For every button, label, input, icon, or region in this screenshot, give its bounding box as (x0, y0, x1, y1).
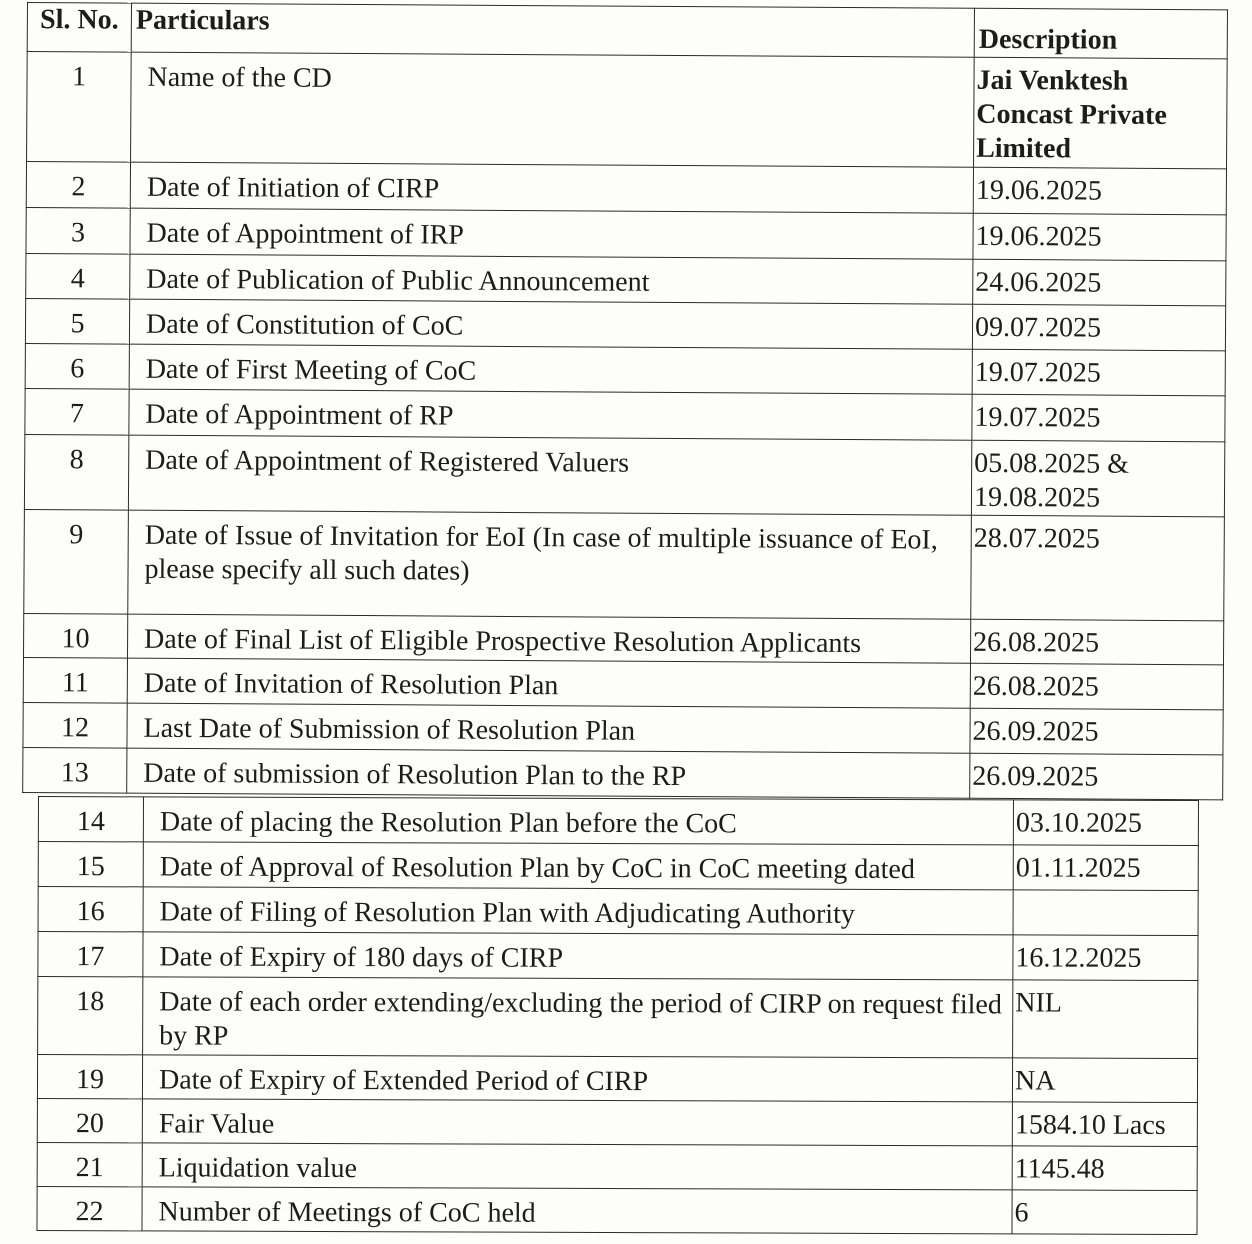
row-description: 19.06.2025 (973, 213, 1226, 261)
row-particulars: Date of Publication of Public Announcement (130, 254, 973, 304)
table-row (23, 747, 1223, 799)
header-sl-no: Sl. No. (27, 3, 131, 53)
row-sl-no: 7 (25, 388, 129, 435)
row-particulars: Date of Initiation of CIRP (130, 162, 973, 213)
row-description: 1584.10 Lacs (1012, 1102, 1197, 1147)
row-description: 01.11.2025 (1013, 845, 1198, 891)
row-sl-no: 1 (27, 52, 132, 163)
table-row (38, 977, 1198, 1059)
row-description: 05.08.2025 & 19.08.2025 (971, 440, 1224, 517)
table-row (37, 1186, 1197, 1234)
cirp-details-table-2 (36, 796, 1199, 1235)
row-particulars: Date of Expiry of 180 days of CIRP (143, 932, 1013, 980)
row-sl-no: 8 (24, 434, 128, 510)
row-sl-no: 9 (24, 509, 129, 614)
row-particulars: Date of Appointment of Registered Valuers (128, 435, 971, 515)
table-row (37, 1098, 1197, 1146)
row-description: 19.07.2025 (972, 349, 1225, 396)
table-row (37, 1142, 1197, 1190)
row-description: 26.09.2025 (970, 708, 1223, 755)
row-particulars: Date of Expiry of Extended Period of CIRP (142, 1055, 1012, 1102)
row-sl-no: 18 (38, 977, 143, 1055)
row-description: 1145.48 (1012, 1146, 1197, 1191)
row-description: NIL (1013, 980, 1198, 1059)
row-particulars: Date of Issue of Invitation for EoI (In case of multiple issuance of EoI, please specify all such dates) (128, 510, 972, 619)
row-sl-no: 14 (38, 797, 143, 842)
row-description (1013, 890, 1198, 936)
row-sl-no: 17 (38, 932, 143, 977)
table-row (24, 434, 1224, 516)
row-sl-no: 3 (26, 207, 130, 254)
table-row (38, 797, 1198, 846)
table-row (26, 162, 1226, 215)
row-particulars: Date of Invitation of Resolution Plan (127, 658, 970, 708)
row-description: 26.08.2025 (970, 619, 1223, 665)
table-row (25, 388, 1225, 441)
row-particulars: Date of submission of Resolution Plan to the RP (127, 748, 970, 798)
header-description: Description (974, 8, 1227, 59)
row-particulars: Date of Appointment of RP (129, 389, 972, 440)
table-row (26, 207, 1226, 260)
row-particulars: Date of placing the Resolution Plan before the CoC (143, 797, 1013, 845)
table-row (38, 842, 1198, 891)
row-description: 26.08.2025 (970, 663, 1223, 710)
table-row (24, 509, 1225, 620)
row-sl-no: 20 (37, 1098, 142, 1142)
row-sl-no: 13 (23, 747, 127, 793)
row-sl-no: 21 (37, 1142, 142, 1186)
table-row (23, 702, 1223, 754)
table-row (38, 887, 1198, 936)
row-particulars: Liquidation value (142, 1143, 1012, 1190)
table-row (23, 613, 1223, 664)
row-sl-no: 5 (25, 298, 129, 344)
table-row (25, 343, 1225, 395)
row-particulars: Date of Approval of Resolution Plan by CoC in CoC meeting dated (143, 842, 1013, 890)
row-sl-no: 22 (37, 1186, 142, 1230)
row-particulars: Date of Appointment of IRP (130, 208, 973, 259)
row-description: 6 (1012, 1190, 1197, 1235)
cirp-details-table-1 (22, 2, 1228, 800)
row-description: 19.07.2025 (972, 394, 1225, 442)
table-row (27, 52, 1228, 169)
row-sl-no: 16 (38, 887, 143, 932)
table-row (38, 932, 1198, 981)
row-particulars: Number of Meetings of CoC held (142, 1187, 1012, 1234)
row-particulars: Date of Final List of Eligible Prospective Resolution Applicants (127, 614, 970, 663)
row-particulars: Date of Constitution of CoC (129, 299, 972, 349)
row-particulars: Date of each order extending/excluding the period of CIRP on request filed by RP (143, 977, 1013, 1058)
table-row (23, 657, 1223, 709)
table-row (37, 1055, 1197, 1103)
row-description: 09.07.2025 (972, 304, 1225, 351)
row-particulars: Last Date of Submission of Resolution Plan (127, 703, 970, 753)
row-description: 24.06.2025 (973, 259, 1226, 306)
row-sl-no: 15 (38, 842, 143, 887)
row-description: 26.09.2025 (970, 753, 1223, 800)
row-sl-no: 11 (23, 657, 127, 703)
row-description: Jai Venktesh Concast Private Limited (974, 57, 1228, 169)
row-description: NA (1012, 1058, 1197, 1103)
row-sl-no: 19 (37, 1055, 142, 1099)
row-particulars: Date of Filing of Resolution Plan with Adjudicating Authority (143, 887, 1013, 935)
row-particulars: Name of the CD (131, 52, 975, 167)
row-sl-no: 10 (23, 613, 127, 658)
row-description: 28.07.2025 (971, 515, 1225, 621)
row-sl-no: 4 (26, 253, 130, 299)
table-row (25, 298, 1225, 350)
table-row (26, 253, 1226, 305)
row-description: 16.12.2025 (1013, 935, 1198, 981)
row-particulars: Fair Value (142, 1099, 1012, 1146)
row-sl-no: 12 (23, 702, 127, 748)
row-description: 19.06.2025 (973, 167, 1226, 215)
row-sl-no: 2 (26, 162, 130, 209)
row-sl-no: 6 (25, 343, 129, 389)
row-description: 03.10.2025 (1013, 800, 1198, 846)
table-header-row (27, 3, 1227, 59)
header-particulars: Particulars (131, 3, 974, 57)
row-particulars: Date of First Meeting of CoC (129, 344, 972, 394)
